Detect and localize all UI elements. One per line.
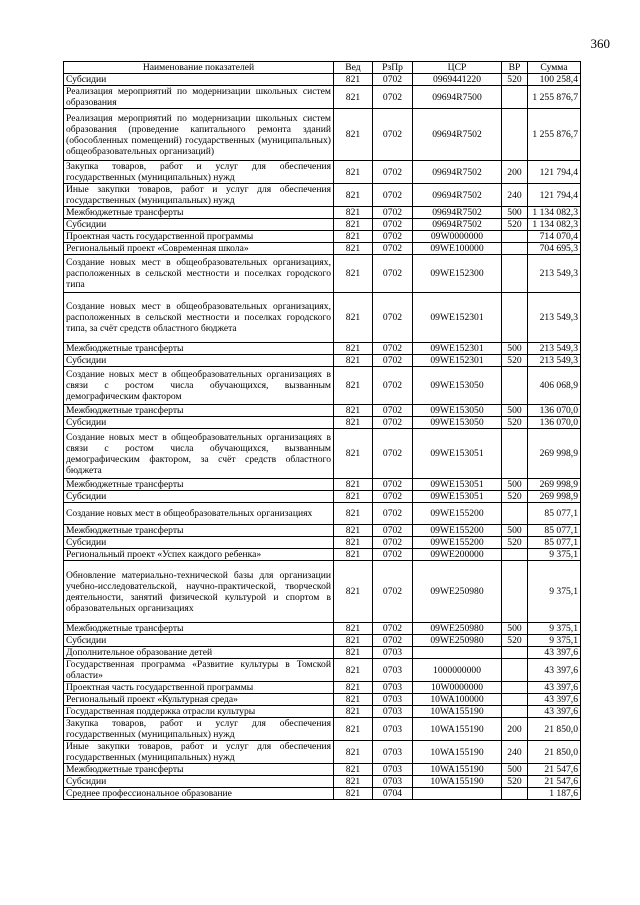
row-ved: 821 (334, 231, 373, 243)
row-csr: 09694R7502 (413, 161, 502, 184)
table-row (64, 219, 581, 231)
row-rzpr: 0702 (373, 231, 413, 243)
row-name: Субсидии (64, 417, 334, 429)
row-csr: 09WE200000 (413, 549, 502, 561)
row-vr (502, 694, 528, 706)
table-row (64, 231, 581, 243)
row-name: Создание новых мест в общеобразовательных организациях, расположенных в сельской местности и поселках городского типа, за счёт средств областного бюджета (64, 293, 334, 343)
row-ved: 821 (334, 788, 373, 800)
row-name: Межбюджетные трансферты (64, 525, 334, 537)
row-ved: 821 (334, 561, 373, 623)
row-ved: 821 (334, 343, 373, 355)
row-ved: 821 (334, 682, 373, 694)
row-rzpr: 0702 (373, 343, 413, 355)
row-vr: 520 (502, 635, 528, 647)
row-name: Создание новых мест в общеобразовательных организациях (64, 503, 334, 525)
row-name: Субсидии (64, 776, 334, 788)
row-vr (502, 243, 528, 255)
row-vr (502, 788, 528, 800)
table-row (64, 367, 581, 405)
row-rzpr: 0702 (373, 491, 413, 503)
table-row (64, 659, 581, 682)
row-name: Обновление материально-технической базы для организации учебно-исследовательской, научно-практической, творческой деятельности, занятий физической культурой и спортом в образовательных организациях (64, 561, 334, 623)
table-row (64, 429, 581, 479)
table-body (64, 74, 581, 800)
row-name: Государственная программа «Развитие культуры в Томской области» (64, 659, 334, 682)
row-vr: 520 (502, 417, 528, 429)
row-name: Проектная часть государственной программы (64, 231, 334, 243)
row-name: Межбюджетные трансферты (64, 207, 334, 219)
row-name: Межбюджетные трансферты (64, 764, 334, 776)
row-ved: 821 (334, 525, 373, 537)
row-sum: 21 547,6 (528, 776, 581, 788)
row-ved: 821 (334, 405, 373, 417)
row-ved: 821 (334, 243, 373, 255)
row-sum: 213 549,3 (528, 343, 581, 355)
row-csr: 10WA155190 (413, 764, 502, 776)
row-vr: 500 (502, 343, 528, 355)
row-sum: 1 187,6 (528, 788, 581, 800)
row-ved: 821 (334, 647, 373, 659)
table-header-row (64, 62, 581, 74)
row-ved: 821 (334, 417, 373, 429)
page-number: 360 (590, 36, 610, 51)
row-csr: 09WE155200 (413, 503, 502, 525)
row-rzpr: 0702 (373, 537, 413, 549)
row-vr (502, 429, 528, 479)
table-row (64, 537, 581, 549)
row-vr: 500 (502, 207, 528, 219)
row-rzpr: 0702 (373, 109, 413, 161)
row-csr: 10WA155190 (413, 706, 502, 718)
row-name: Межбюджетные трансферты (64, 623, 334, 635)
row-sum: 1 134 082,3 (528, 219, 581, 231)
row-vr: 520 (502, 491, 528, 503)
row-csr: 09WE152301 (413, 355, 502, 367)
row-rzpr: 0702 (373, 184, 413, 207)
row-name: Закупка товаров, работ и услуг для обеспечения государственных (муниципальных) нужд (64, 718, 334, 741)
row-sum: 85 077,1 (528, 503, 581, 525)
row-vr: 500 (502, 764, 528, 776)
row-csr: 09WE152300 (413, 255, 502, 293)
row-ved: 821 (334, 764, 373, 776)
row-name: Субсидии (64, 491, 334, 503)
row-sum: 704 695,3 (528, 243, 581, 255)
row-sum: 85 077,1 (528, 537, 581, 549)
row-name: Субсидии (64, 74, 334, 86)
row-rzpr: 0703 (373, 682, 413, 694)
row-rzpr: 0702 (373, 549, 413, 561)
row-name: Среднее профессиональное образование (64, 788, 334, 800)
row-name: Межбюджетные трансферты (64, 405, 334, 417)
row-csr: 09WE153050 (413, 367, 502, 405)
row-ved: 821 (334, 429, 373, 479)
row-vr (502, 231, 528, 243)
row-sum: 213 549,3 (528, 293, 581, 343)
row-vr: 500 (502, 623, 528, 635)
row-name: Субсидии (64, 635, 334, 647)
table-row (64, 355, 581, 367)
header-ved: Вед (334, 62, 373, 74)
row-sum: 43 397,6 (528, 706, 581, 718)
table-row (64, 184, 581, 207)
table-row (64, 623, 581, 635)
row-name: Создание новых мест в общеобразовательных организациях, расположенных в сельской местности и поселках городского типа (64, 255, 334, 293)
row-csr: 10W0000000 (413, 682, 502, 694)
row-name: Создание новых мест в общеобразовательных организациях в связи с ростом числа обучающихся, вызванным демографическим фактором, за счёт средств областного бюджета (64, 429, 334, 479)
row-name: Государственная поддержка отрасли культуры (64, 706, 334, 718)
row-csr: 10WA155190 (413, 776, 502, 788)
row-csr: 09694R7500 (413, 86, 502, 109)
row-name: Межбюджетные трансферты (64, 343, 334, 355)
row-csr: 09WE250980 (413, 635, 502, 647)
table-row (64, 293, 581, 343)
header-vr: ВР (502, 62, 528, 74)
row-rzpr: 0702 (373, 479, 413, 491)
row-rzpr: 0703 (373, 741, 413, 764)
row-vr (502, 682, 528, 694)
row-sum: 269 998,9 (528, 479, 581, 491)
row-csr: 10WA155190 (413, 741, 502, 764)
row-csr: 09694R7502 (413, 184, 502, 207)
row-vr (502, 109, 528, 161)
table-row (64, 86, 581, 109)
row-rzpr: 0703 (373, 718, 413, 741)
row-vr (502, 659, 528, 682)
header-sum: Сумма (528, 62, 581, 74)
row-csr: 10WA155190 (413, 718, 502, 741)
table-row (64, 503, 581, 525)
row-csr: 09WE153051 (413, 429, 502, 479)
table-row (64, 706, 581, 718)
row-vr: 520 (502, 537, 528, 549)
row-rzpr: 0703 (373, 647, 413, 659)
row-sum: 85 077,1 (528, 525, 581, 537)
row-ved: 821 (334, 255, 373, 293)
row-sum: 406 068,9 (528, 367, 581, 405)
row-name: Субсидии (64, 355, 334, 367)
row-csr: 09WE155200 (413, 525, 502, 537)
row-sum: 100 258,4 (528, 74, 581, 86)
row-ved: 821 (334, 741, 373, 764)
table-row (64, 343, 581, 355)
row-name: Реализация мероприятий по модернизации школьных систем образования (64, 86, 334, 109)
row-name: Иные закупки товаров, работ и услуг для обеспечения государственных (муниципальных) нужд (64, 741, 334, 764)
row-sum: 9 375,1 (528, 635, 581, 647)
row-ved: 821 (334, 74, 373, 86)
row-ved: 821 (334, 479, 373, 491)
table-row (64, 405, 581, 417)
table-row (64, 207, 581, 219)
row-ved: 821 (334, 184, 373, 207)
row-rzpr: 0702 (373, 623, 413, 635)
row-rzpr: 0702 (373, 561, 413, 623)
table-row (64, 549, 581, 561)
row-rzpr: 0702 (373, 293, 413, 343)
row-sum: 21 547,6 (528, 764, 581, 776)
row-sum: 269 998,9 (528, 491, 581, 503)
row-ved: 821 (334, 367, 373, 405)
table-row (64, 635, 581, 647)
row-name: Субсидии (64, 537, 334, 549)
row-sum: 121 794,4 (528, 184, 581, 207)
row-name: Субсидии (64, 219, 334, 231)
row-sum: 1 134 082,3 (528, 207, 581, 219)
row-name: Региональный проект «Успех каждого ребенка» (64, 549, 334, 561)
row-ved: 821 (334, 161, 373, 184)
row-vr: 520 (502, 776, 528, 788)
row-sum: 136 070,0 (528, 405, 581, 417)
table-row (64, 776, 581, 788)
row-csr: 09W0000000 (413, 231, 502, 243)
row-rzpr: 0702 (373, 405, 413, 417)
row-ved: 821 (334, 355, 373, 367)
row-name: Дополнительное образование детей (64, 647, 334, 659)
row-vr: 520 (502, 355, 528, 367)
row-name: Региональный проект «Современная школа» (64, 243, 334, 255)
row-ved: 821 (334, 718, 373, 741)
row-csr: 09694R7502 (413, 219, 502, 231)
row-ved: 821 (334, 706, 373, 718)
row-rzpr: 0702 (373, 219, 413, 231)
row-name: Создание новых мест в общеобразовательных организациях в связи с ростом числа обучающихся, вызванным демографическим фактором (64, 367, 334, 405)
row-ved: 821 (334, 491, 373, 503)
row-rzpr: 0702 (373, 503, 413, 525)
row-vr: 500 (502, 479, 528, 491)
row-rzpr: 0702 (373, 74, 413, 86)
row-vr (502, 647, 528, 659)
row-rzpr: 0702 (373, 355, 413, 367)
row-rzpr: 0702 (373, 207, 413, 219)
row-sum: 213 549,3 (528, 255, 581, 293)
row-sum: 43 397,6 (528, 659, 581, 682)
table-row (64, 109, 581, 161)
row-vr (502, 549, 528, 561)
row-csr: 1000000000 (413, 659, 502, 682)
row-csr: 09WE153051 (413, 479, 502, 491)
row-vr (502, 561, 528, 623)
row-csr: 09694R7502 (413, 109, 502, 161)
row-name: Закупка товаров, работ и услуг для обеспечения государственных (муниципальных) нужд (64, 161, 334, 184)
row-ved: 821 (334, 503, 373, 525)
row-vr (502, 293, 528, 343)
row-csr (413, 788, 502, 800)
row-rzpr: 0702 (373, 367, 413, 405)
row-rzpr: 0704 (373, 788, 413, 800)
row-rzpr: 0702 (373, 429, 413, 479)
row-sum: 269 998,9 (528, 429, 581, 479)
row-rzpr: 0702 (373, 161, 413, 184)
row-sum: 43 397,6 (528, 647, 581, 659)
row-ved: 821 (334, 219, 373, 231)
row-rzpr: 0702 (373, 255, 413, 293)
row-vr (502, 255, 528, 293)
row-sum: 21 850,0 (528, 741, 581, 764)
row-rzpr: 0702 (373, 243, 413, 255)
row-name: Региональный проект «Культурная среда» (64, 694, 334, 706)
row-ved: 821 (334, 623, 373, 635)
row-rzpr: 0703 (373, 659, 413, 682)
table-row (64, 788, 581, 800)
row-rzpr: 0702 (373, 635, 413, 647)
row-name: Межбюджетные трансферты (64, 479, 334, 491)
row-vr: 200 (502, 161, 528, 184)
table-row (64, 764, 581, 776)
row-name: Иные закупки товаров, работ и услуг для обеспечения государственных (муниципальных) нужд (64, 184, 334, 207)
row-vr (502, 86, 528, 109)
table-row (64, 491, 581, 503)
row-sum: 43 397,6 (528, 682, 581, 694)
header-rzpr: РзПр (373, 62, 413, 74)
row-ved: 821 (334, 537, 373, 549)
row-rzpr: 0702 (373, 525, 413, 537)
table-row (64, 682, 581, 694)
row-sum: 1 255 876,7 (528, 86, 581, 109)
row-ved: 821 (334, 109, 373, 161)
row-sum: 9 375,1 (528, 549, 581, 561)
row-csr: 09694R7502 (413, 207, 502, 219)
table-row (64, 741, 581, 764)
row-csr: 09WE153050 (413, 417, 502, 429)
row-vr: 240 (502, 184, 528, 207)
header-name: Наименование показателей (64, 62, 334, 74)
row-rzpr: 0702 (373, 86, 413, 109)
row-sum: 121 794,4 (528, 161, 581, 184)
row-sum: 9 375,1 (528, 561, 581, 623)
row-csr: 09WE152301 (413, 343, 502, 355)
table-row (64, 479, 581, 491)
row-ved: 821 (334, 776, 373, 788)
row-sum: 1 255 876,7 (528, 109, 581, 161)
row-csr: 09WE153050 (413, 405, 502, 417)
row-vr: 500 (502, 525, 528, 537)
row-rzpr: 0703 (373, 694, 413, 706)
row-sum: 43 397,6 (528, 694, 581, 706)
table-row (64, 694, 581, 706)
row-csr (413, 647, 502, 659)
row-vr: 200 (502, 718, 528, 741)
table-row (64, 525, 581, 537)
row-vr: 240 (502, 741, 528, 764)
table-row (64, 74, 581, 86)
row-vr (502, 706, 528, 718)
row-sum: 9 375,1 (528, 623, 581, 635)
row-ved: 821 (334, 694, 373, 706)
table-row (64, 417, 581, 429)
row-sum: 213 549,3 (528, 355, 581, 367)
row-csr: 09WE152301 (413, 293, 502, 343)
row-ved: 821 (334, 635, 373, 647)
table-row (64, 561, 581, 623)
table-row (64, 243, 581, 255)
row-ved: 821 (334, 659, 373, 682)
row-rzpr: 0703 (373, 764, 413, 776)
row-csr: 09WE155200 (413, 537, 502, 549)
row-ved: 821 (334, 86, 373, 109)
row-rzpr: 0702 (373, 417, 413, 429)
row-csr: 10WA100000 (413, 694, 502, 706)
row-csr: 09WE100000 (413, 243, 502, 255)
table-row (64, 255, 581, 293)
row-vr (502, 367, 528, 405)
row-csr: 09WE250980 (413, 623, 502, 635)
row-csr: 09WE153051 (413, 491, 502, 503)
table-row (64, 161, 581, 184)
row-sum: 136 070,0 (528, 417, 581, 429)
row-csr: 0969441220 (413, 74, 502, 86)
row-name: Реализация мероприятий по модернизации школьных систем образования (проведение капитального ремонта зданий (обособленных помещений) государственных (муниципальных) общеобразовательных организаций) (64, 109, 334, 161)
row-vr (502, 503, 528, 525)
row-ved: 821 (334, 207, 373, 219)
row-sum: 21 850,0 (528, 718, 581, 741)
row-sum: 714 070,4 (528, 231, 581, 243)
row-vr: 520 (502, 74, 528, 86)
row-rzpr: 0703 (373, 776, 413, 788)
row-csr: 09WE250980 (413, 561, 502, 623)
table-row (64, 647, 581, 659)
row-rzpr: 0703 (373, 706, 413, 718)
row-ved: 821 (334, 293, 373, 343)
row-ved: 821 (334, 549, 373, 561)
row-name: Проектная часть государственной программы (64, 682, 334, 694)
row-vr: 500 (502, 405, 528, 417)
budget-table (63, 61, 581, 800)
table-row (64, 718, 581, 741)
row-vr: 520 (502, 219, 528, 231)
header-csr: ЦСР (413, 62, 502, 74)
